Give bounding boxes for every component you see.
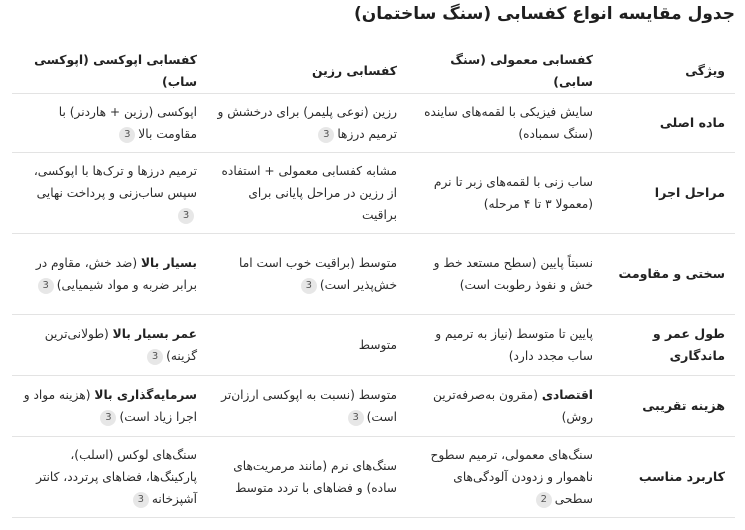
citation-badge[interactable]: 3 <box>301 278 317 294</box>
cell-resin <box>207 315 407 376</box>
header-normal: کفسابی معمولی (سنگ سابی) <box>407 49 603 94</box>
row-feature: کاربرد مناسب <box>603 437 735 518</box>
cell-epoxy <box>12 315 207 376</box>
cell-text: متوسط <box>358 338 397 352</box>
table-row <box>12 153 735 234</box>
cell-text: (هزینه مواد و اجرا زیاد است) <box>23 388 197 424</box>
cell-bold-text: عمر بسیار بالا <box>112 327 197 341</box>
cell-text: متوسط (نسبت به اپوکسی ارزان‌تر است) <box>221 388 397 424</box>
cell-text: ترمیم درزها و ترک‌ها با اپوکسی، سپس ساب‌زنی و پرداخت نهایی <box>33 164 197 200</box>
cell-normal <box>407 153 603 234</box>
cell-text: متوسط (براقیت خوب است اما خش‌پذیر است) <box>238 256 397 292</box>
row-feature: طول عمر و ماندگاری <box>603 315 735 376</box>
cell-resin <box>207 437 407 518</box>
cell-normal <box>407 376 603 437</box>
citation-badge[interactable]: 3 <box>119 127 135 143</box>
table-row <box>12 376 735 437</box>
cell-normal <box>407 94 603 153</box>
row-feature: ماده اصلی <box>603 94 735 153</box>
cell-text: اپوکسی (رزین + هاردنر) با مقاومت بالا <box>58 105 197 141</box>
cell-epoxy <box>12 234 207 315</box>
cell-text: (ضد خش، مقاوم در برابر ضربه و مواد شیمیایی) <box>35 256 197 292</box>
citation-badge[interactable]: 2 <box>536 492 552 508</box>
table-row <box>12 437 735 518</box>
page-title: جدول مقایسه انواع کفسابی (سنگ ساختمان) <box>354 4 735 24</box>
cell-text: سنگ‌های معمولی، ترمیم سطوح ناهموار و زدودن آلودگی‌های سطحی <box>430 448 593 506</box>
header-feature: ویژگی <box>603 49 735 94</box>
cell-resin <box>207 153 407 234</box>
citation-badge[interactable]: 3 <box>100 410 116 426</box>
cell-bold-text: اقتصادی <box>541 388 593 402</box>
citation-badge[interactable]: 3 <box>147 349 163 365</box>
cell-epoxy <box>12 153 207 234</box>
cell-text: نسبتاً پایین (سطح مستعد خط و خش و نفوذ رطوبت است) <box>433 256 593 292</box>
cell-epoxy <box>12 94 207 153</box>
cell-epoxy <box>12 376 207 437</box>
table-header-row <box>12 49 735 94</box>
cell-text: پایین تا متوسط (نیاز به ترمیم و ساب مجدد دارد) <box>435 327 593 363</box>
cell-normal <box>407 315 603 376</box>
table-row <box>12 94 735 153</box>
cell-text: (مقرون به‌صرفه‌ترین روش) <box>432 388 593 424</box>
table-row <box>12 315 735 376</box>
citation-badge[interactable]: 3 <box>38 278 54 294</box>
row-feature: مراحل اجرا <box>603 153 735 234</box>
comparison-table <box>12 49 735 518</box>
citation-badge[interactable]: 3 <box>348 410 364 426</box>
cell-text: سنگ‌های نرم (مانند مرمریت‌های ساده) و فضاهای با تردد متوسط <box>233 459 397 495</box>
cell-normal <box>407 234 603 315</box>
cell-bold-text: بسیار بالا <box>140 256 197 270</box>
row-feature: سختی و مقاومت <box>603 234 735 315</box>
row-feature: هزینه تقریبی <box>603 376 735 437</box>
citation-badge[interactable]: 3 <box>178 208 194 224</box>
cell-text: (طولانی‌ترین گزینه) <box>44 327 197 363</box>
cell-text: سنگ‌های لوکس (اسلب)، پارکینگ‌ها، فضاهای پرتردد، کانتر آشپزخانه <box>36 448 197 506</box>
cell-text: مشابه کفسابی معمولی + استفاده از رزین در مراحل پایانی برای براقیت <box>221 164 397 222</box>
cell-resin <box>207 234 407 315</box>
citation-badge[interactable]: 3 <box>318 127 334 143</box>
cell-text: سایش فیزیکی با لقمه‌های ساینده (سنگ سمباده) <box>424 105 593 141</box>
cell-resin <box>207 376 407 437</box>
table-row <box>12 234 735 315</box>
citation-badge[interactable]: 3 <box>133 492 149 508</box>
cell-resin <box>207 94 407 153</box>
cell-normal <box>407 437 603 518</box>
cell-text: رزین (نوعی پلیمر) برای درخشش و ترمیم درزها <box>217 105 397 141</box>
cell-epoxy <box>12 437 207 518</box>
header-epoxy: کفسابی اپوکسی (اپوکسی ساب) <box>12 49 207 94</box>
header-resin: کفسابی رزین <box>207 49 407 94</box>
cell-text: ساب زنی با لقمه‌های زبر تا نرم (معمولا ۳ تا ۴ مرحله) <box>433 175 593 211</box>
cell-bold-text: سرمایه‌گذاری بالا <box>94 388 197 402</box>
